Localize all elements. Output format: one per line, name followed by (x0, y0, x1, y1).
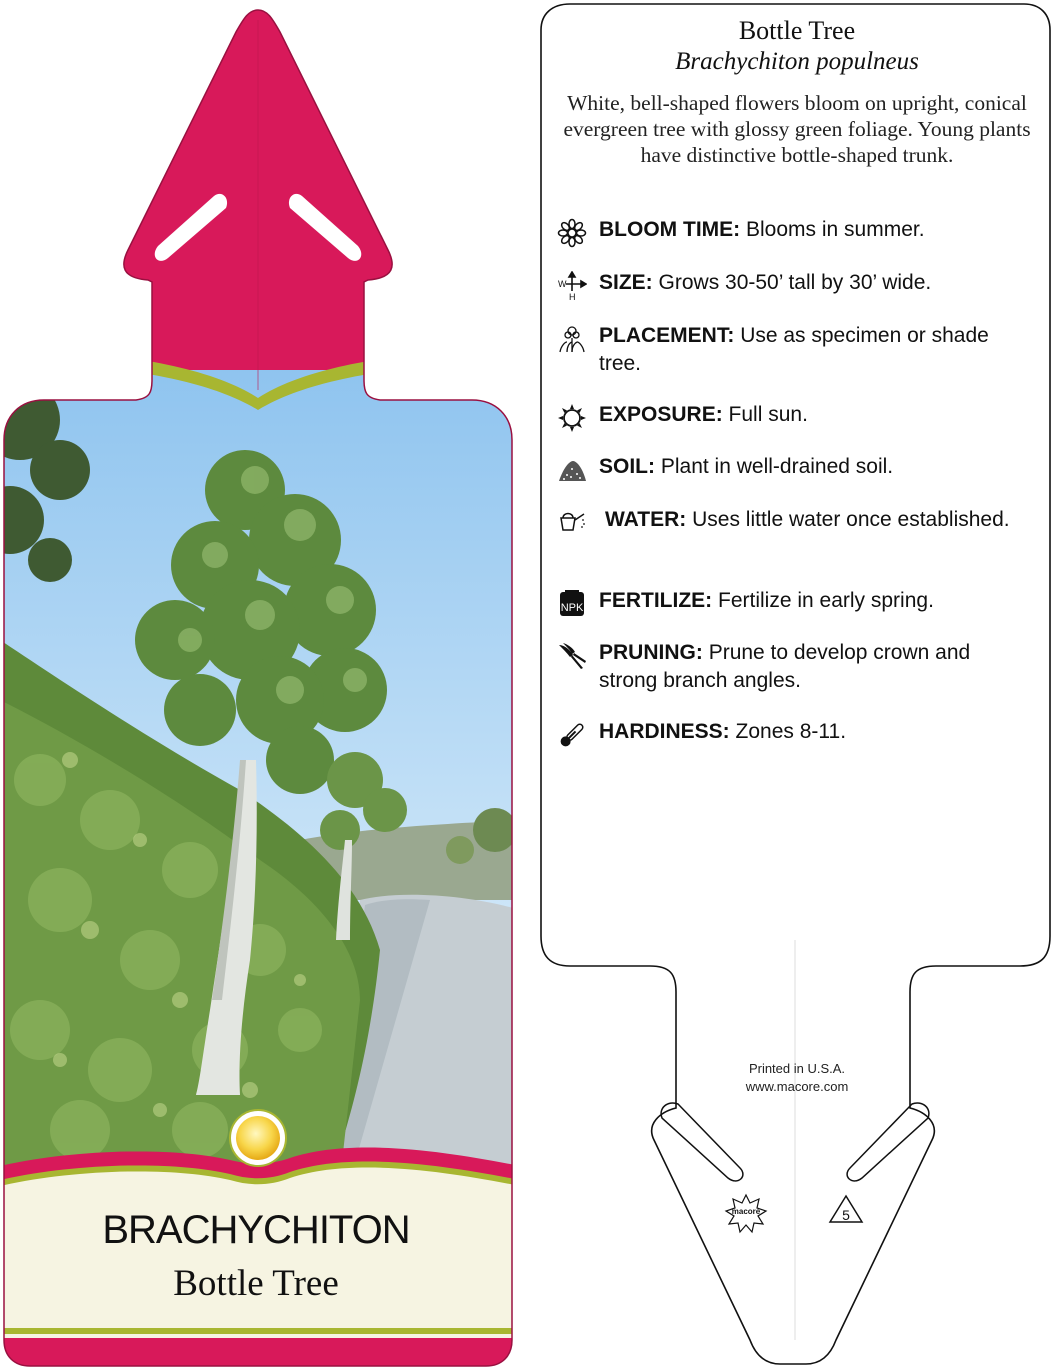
care-value: Full sun. (728, 403, 808, 426)
care-value: Fertilize in early spring. (718, 589, 934, 612)
care-label: PLACEMENT: (599, 324, 735, 347)
care-text (599, 322, 1029, 378)
plant-description: White, bell-shaped flowers bloom on upright, conical evergreen tree with glossy green foliage. Young plants have distinctive bottle-shaped trunk. (563, 91, 1031, 167)
flower-icon (557, 218, 587, 248)
care-value: Uses little water once established. (692, 508, 1010, 531)
care-label: BLOOM TIME: (599, 218, 741, 241)
care-value: Grows 30-50’ tall by 30’ wide. (658, 271, 932, 294)
size-arrows-icon (557, 271, 587, 301)
care-value: Zones 8-11. (735, 720, 847, 743)
care-value: Use as specimen or shade tree. (599, 324, 989, 375)
care-text (605, 506, 1035, 534)
svg-text:5: 5 (842, 1207, 850, 1223)
front-genus-title: BRACHYCHITON (102, 1208, 410, 1252)
soil-icon (557, 455, 587, 485)
care-text (599, 718, 1029, 746)
svg-text:NPK: NPK (560, 602, 584, 614)
care-text (599, 269, 1029, 297)
sun-icon (557, 403, 587, 433)
tree-photo (0, 370, 520, 1180)
thermometer-icon (557, 720, 587, 750)
care-text (599, 587, 1029, 615)
care-text (599, 453, 1029, 481)
care-label: EXPOSURE: (599, 403, 723, 426)
botanical-name: Brachychiton populneus (675, 48, 919, 75)
svg-text:H: H (569, 292, 576, 301)
care-label: PRUNING: (599, 641, 703, 664)
fertilizer-icon (557, 589, 587, 619)
care-label: WATER: (605, 508, 687, 531)
care-label: FERTILIZE: (599, 589, 713, 612)
care-label: SIZE: (599, 271, 653, 294)
printer-credit (541, 1060, 1053, 1096)
front-common-name: Bottle Tree (173, 1263, 339, 1304)
pruners-icon (557, 641, 587, 671)
svg-text:W: W (558, 279, 567, 289)
care-text (599, 401, 1029, 429)
care-text (599, 639, 1029, 695)
plants-icon (557, 324, 587, 354)
printer-website: www.macore.com (745, 1079, 849, 1094)
care-value: Prune to develop crown and strong branch angles. (599, 641, 971, 692)
watering-can-icon (557, 508, 587, 538)
svg-text:macore: macore (731, 1207, 761, 1216)
printed-in-usa: Printed in U.S.A. (748, 1061, 846, 1076)
care-label: HARDINESS: (599, 720, 730, 743)
full-sun-icon (230, 1110, 286, 1166)
care-text (599, 216, 1029, 244)
care-value: Plant in well-drained soil. (660, 455, 894, 478)
care-value: Blooms in summer. (746, 218, 925, 241)
common-name: Bottle Tree (738, 16, 856, 45)
care-label: SOIL: (599, 455, 655, 478)
